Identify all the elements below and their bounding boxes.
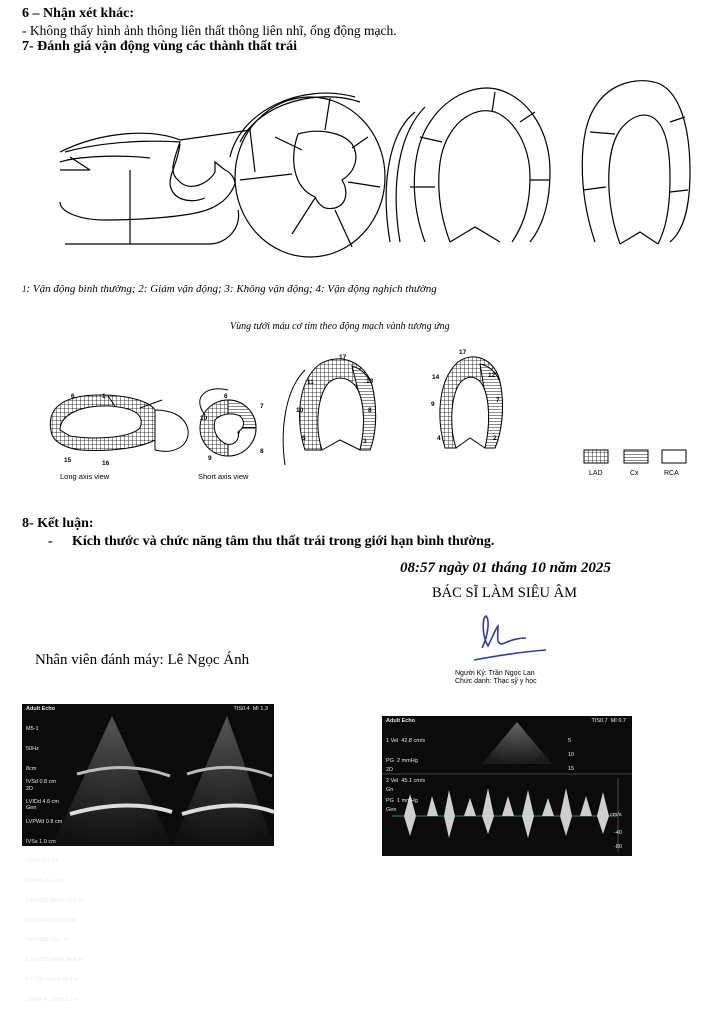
signer-position: Chức danh: Thạc sỹ y học xyxy=(455,678,537,685)
seg-label: 5 xyxy=(302,435,306,442)
echo1-meta-item: 8cm xyxy=(26,765,37,772)
seg-label: 3 xyxy=(363,438,367,445)
echo2-header-left: Adult Echo xyxy=(386,718,416,724)
echo1-measurement: IVS/LVPW (2D) 1.00 xyxy=(26,917,77,924)
echo1-header-right: TIS0.4 MI 1.3 xyxy=(233,706,268,712)
coronary-caption: Vùng tưới máu cơ tim theo động mạch vành tương ứng xyxy=(230,321,450,332)
section6-text: - Không thấy hình ảnh thông liên thất thông liên nhĩ, ống động mạch. xyxy=(22,23,397,38)
echo1-measurement: IVSs 1.0 cm xyxy=(26,838,56,845)
seg-label: 6 xyxy=(71,393,75,400)
section6-heading: 6 – Nhận xét khác: xyxy=(22,6,135,21)
seg-label: 15 xyxy=(64,457,72,464)
seg-label: 10 xyxy=(200,415,208,422)
motion-legend-num: 1 xyxy=(22,284,27,294)
legend-cx: Cx xyxy=(630,470,639,477)
echo2-readout: 1 Vel 42.8 cm/s xyxy=(386,738,426,745)
seg-label: 8 xyxy=(260,448,264,455)
echo1-measurement: ESV (2D-Teich) 34.8 ml xyxy=(26,957,84,964)
coronary-territory-diagrams xyxy=(40,340,700,485)
short-axis-sketch xyxy=(230,93,385,257)
long-axis-territory xyxy=(50,393,188,481)
echo1-measurement: EDV (2D-Teich) 75.0 ml xyxy=(26,897,84,904)
typist-line: Nhân viên đánh máy: Lê Ngọc Ánh xyxy=(35,652,250,668)
seg-label: 10 xyxy=(296,407,304,414)
echo2-scale-tick: -80 xyxy=(614,844,622,850)
echo2-header-right: TIS0.7 MI 0.7 xyxy=(591,718,626,724)
echo2-meta-item: Gn xyxy=(386,786,394,793)
seg-label: 17 xyxy=(339,354,347,361)
short-axis-label: Short axis view xyxy=(198,472,249,481)
seg-label: 7 xyxy=(496,397,500,404)
echo1-measurement: IVSd 0.8 cm xyxy=(26,779,56,786)
apical4-territory xyxy=(431,349,502,448)
conclusion-text: Kích thước và chức năng tâm thu thất trái trong giới hạn bình thường. xyxy=(72,534,495,549)
echo1-measurements xyxy=(26,766,84,1017)
seg-label: 8 xyxy=(368,407,372,414)
echo2-readout: PG 2 mmHg xyxy=(386,757,418,764)
motion-legend xyxy=(22,283,437,295)
section7-heading: 7- Đánh giá vận động vùng các thành thất trái xyxy=(22,39,297,54)
signer-name: Người Ký: Trần Ngọc Lan xyxy=(455,670,535,677)
seg-label: 13 xyxy=(366,378,374,385)
motion-legend-text: : Vận động bình thường; 2: Giảm vận động; 3: Không vận động; 4: Vận động nghịch thường xyxy=(26,283,437,295)
apical2-territory xyxy=(283,354,375,465)
echo1-measurement: %FS (2D) 26.7 % xyxy=(26,937,69,944)
echo2-scale-tick: 10 xyxy=(568,752,575,758)
seg-label: 17 xyxy=(459,349,467,356)
conclusion-bullet: - xyxy=(48,534,53,549)
echo2-meta-item: 2D xyxy=(386,767,394,774)
seg-label: 16 xyxy=(102,460,110,467)
seg-label: 12 xyxy=(488,372,496,379)
echo1-meta-item: Gen xyxy=(26,805,37,812)
echo-image-1 xyxy=(22,704,274,1003)
echo2-readout: PG 1 mmHg xyxy=(386,797,418,804)
wall-motion-diagrams xyxy=(30,62,700,272)
seg-label: 2 xyxy=(493,435,497,442)
seg-label: 7 xyxy=(260,403,264,410)
seg-label: 11 xyxy=(307,379,314,386)
echo2-readout: 2 Vel 45.1 cm/s xyxy=(386,777,426,784)
section8-heading: 8- Kết luận: xyxy=(22,516,94,531)
echo1-measurement: LVPWd 0.8 cm xyxy=(26,818,63,825)
seg-label: 14 xyxy=(432,374,440,381)
legend-rca: RCA xyxy=(664,470,679,477)
echo2-scale-tick: cm/s xyxy=(610,812,622,818)
doctor-title: BÁC SĨ LÀM SIÊU ÂM xyxy=(432,585,578,601)
seg-label: 1 xyxy=(102,393,106,400)
echo1-meta-item: 50Hz xyxy=(26,745,39,752)
long-axis-sketch xyxy=(60,130,255,244)
echo2-scale-tick: 15 xyxy=(568,766,575,772)
short-axis-territory xyxy=(198,389,264,481)
echo1-meta-item: M5-1 xyxy=(26,726,39,733)
echo1-measurement: EF (2D-Teich) 54.0 % xyxy=(26,977,79,983)
signature-graphic xyxy=(470,608,550,668)
apical-sketch-1 xyxy=(386,88,550,242)
echo2-meta-item: Gen xyxy=(386,806,397,813)
seg-label: 6 xyxy=(224,393,228,400)
echo1-header-left: Adult Echo xyxy=(26,706,56,712)
seg-label: 9 xyxy=(431,401,435,408)
echo1-measurement: LVIDd 4.6 cm xyxy=(26,798,59,805)
seg-label: 4 xyxy=(437,435,441,442)
echo1-meta-item: 2D xyxy=(26,785,34,792)
territory-legend xyxy=(584,450,686,477)
legend-lad: LAD xyxy=(589,470,603,477)
echo2-meta xyxy=(386,754,396,827)
echo2-scale-tick: 5 xyxy=(568,738,572,744)
echo-image-2 xyxy=(382,716,632,856)
seg-label: 9 xyxy=(208,455,212,462)
apical-sketch-2 xyxy=(582,81,690,244)
report-datetime: 08:57 ngày 01 tháng 10 năm 2025 xyxy=(400,560,611,576)
long-axis-label: Long axis view xyxy=(60,472,110,481)
echo2-scale-tick: -40 xyxy=(614,830,622,836)
echo1-measurement: LVPWs 1.1 cm xyxy=(26,878,62,885)
echo1-measurement: LVIDs 3.4 cm xyxy=(26,858,59,865)
echo1-measurement: LVPW % (2D) 83.3 % xyxy=(26,996,79,1003)
